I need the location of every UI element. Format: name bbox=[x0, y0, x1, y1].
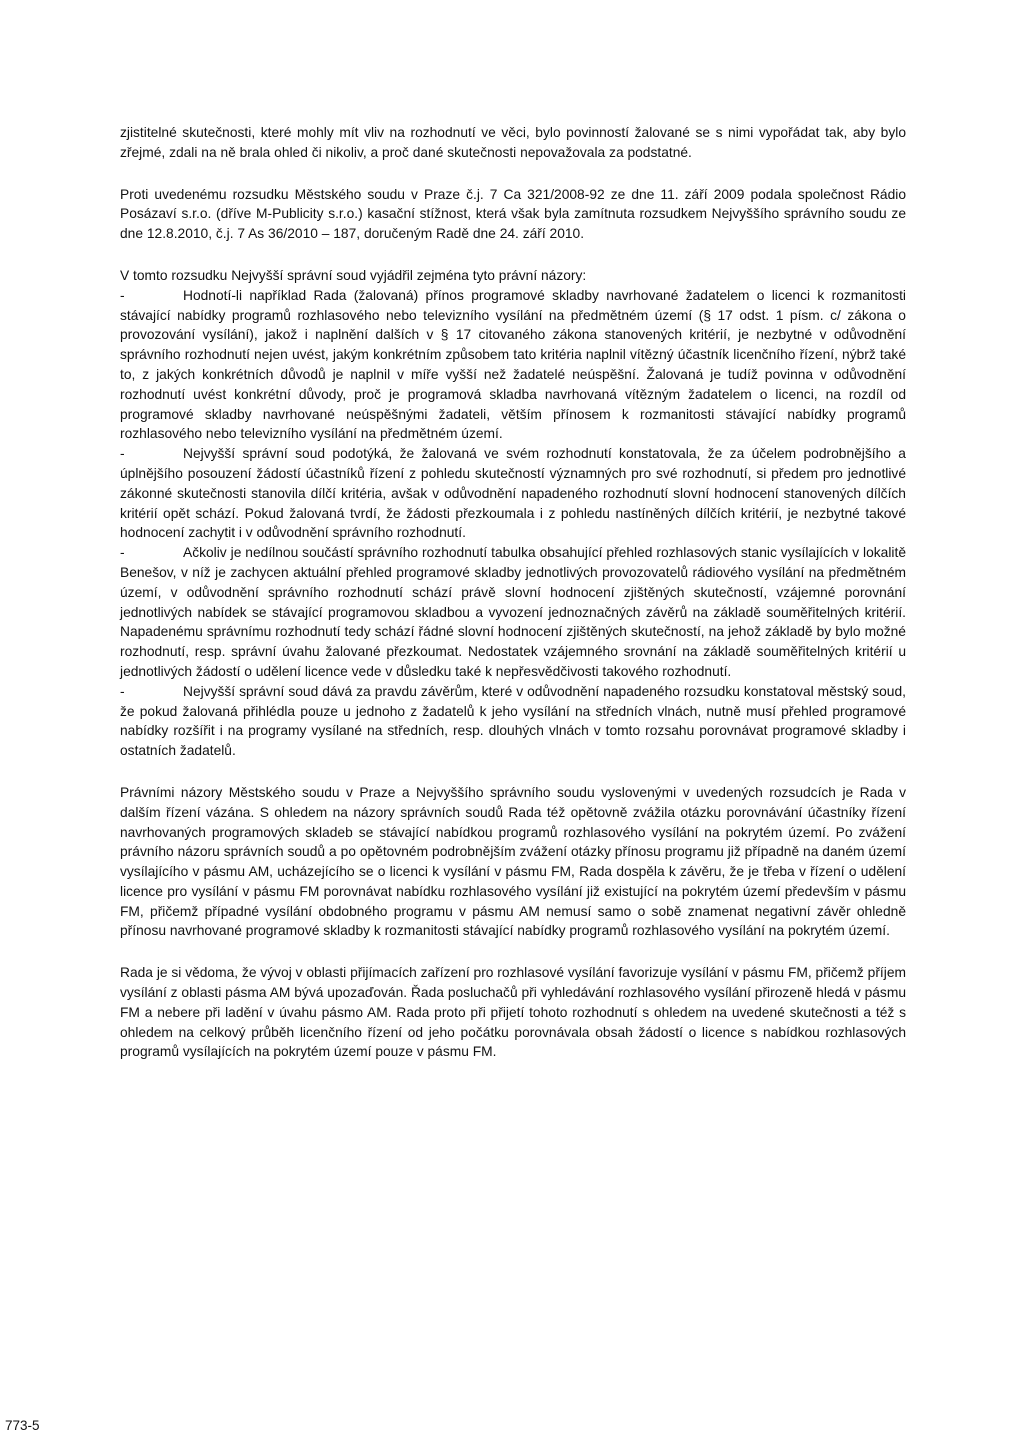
bullet-item bbox=[120, 543, 906, 682]
page-code: 773-5 bbox=[5, 1418, 40, 1433]
bullet-dash: - bbox=[120, 287, 125, 303]
bullet-text: Nejvyšší správní soud dává za pravdu závěrům, které v odůvodnění napadeného rozsudku konstatoval městský soud, že pokud žalovaná přihlédla pouze u jednoho z žadatelů k jeho vysílání na středních vlnách, nutně musí přehled programové nabídky rozšířit i na programy vysílané na středních, resp. dlouhých vlnách v tomto rozsahu porovnávat programové skladby i ostatních žadatelů. bbox=[120, 683, 906, 759]
document-body bbox=[120, 123, 906, 1084]
bullet-text: Hodnotí-li například Rada (žalovaná) přínos programové skladby navrhované žadatelem o licenci k rozmanitosti stávající nabídky programů rozhlasového nebo televizního vysílání na předmětném území (§ 17 odst. 1 písm. c/ zákona o provozování vysílání), jakož i naplnění dalších v § 17 citovaného zákona stanovených kritérií, je nezbytné v odůvodnění správního rozhodnutí nejen uvést, jakým konkrétním způsobem tato kritéria naplnil vítězný účastník licenčního řízení, nýbrž také to, z jakých konkrétních důvodů je naplnil v míře vyšší než žadatelé neúspěšní. Žalovaná je tudíž povinna v odůvodnění rozhodnutí uvést konkrétní důvody, proč je programová skladba navrhovaná vítězným žadatelem o licenci, na rozdíl od programové skladby navrhované neúspěšnými žadateli, větším přínosem k rozmanitosti stávající nabídky programů rozhlasového nebo televizního vysílání na předmětném území. bbox=[120, 287, 906, 442]
bullet-dash: - bbox=[120, 683, 125, 699]
bullet-item bbox=[120, 682, 906, 761]
bullet-dash: - bbox=[120, 545, 125, 561]
bullet-item bbox=[120, 286, 906, 444]
paragraph-4: Právními názory Městského soudu v Praze a Nejvyššího správního soudu vyslovenými v uvedených rozsudcích je Rada v dalším řízení vázána. S ohledem na názory správních soudů Rada též opětovně zvážila otázku porovnávání účastníky řízení navrhovaných programových skladeb se stávající nabídkou programů rozhlasového vysílání na pokrytém území. Po zvážení právního názoru správních soudů a po opětovném podrobnějším zvážení otázky přínosu programu již případně na daném území vysílajícího v pásmu AM, ucházejícího se o licenci k vysílání v pásmu FM, Rada dospěla k závěru, že je třeba v řízení o udělení licence pro vysílání v pásmu FM porovnávat nabídku rozhlasového vysílání již existující na pokrytém území především v pásmu FM, přičemž případné vysílání obdobného programu v pásmu AM nemusí samo o sobě znamenat negativní závěr ohledně přínosu navrhované programové skladby k rozmanitosti stávající nabídky programů rozhlasového vysílání na pokrytém území. bbox=[120, 784, 906, 939]
bullet-dash: - bbox=[120, 446, 125, 462]
section-intro: V tomto rozsudku Nejvyšší správní soud vyjádřil zejména tyto právní názory: bbox=[120, 267, 587, 283]
bullet-item bbox=[120, 444, 906, 543]
bullet-text: Ačkoliv je nedílnou součástí správního rozhodnutí tabulka obsahující přehled rozhlasových stanic vysílajících v lokalitě Benešov, v níž je zachycen aktuální přehled programové skladby jednotlivých provozovatelů rádiového vysílání na předmětném území, v odůvodnění správního rozhodnutí schází právě slovní hodnocení zjištěných skutečností, vzájemné porovnání jednotlivých nabídek se stávající programovou skladbou a vyvození jednoznačných závěrů na základě souměřitelných kritérií. Napadenému správnímu rozhodnutí tedy schází řádné slovní hodnocení zjištěných skutečností, na jehož základě by bylo možné rozhodnutí, resp. správní úvahu žalované přezkoumat. Nedostatek vzájemného srovnání na základě souměřitelných kritérií u jednotlivých žádostí o udělení licence vede v důsledku také k nepřesvědčivosti takového rozhodnutí. bbox=[120, 545, 906, 679]
paragraph-2: Proti uvedenému rozsudku Městského soudu v Praze č.j. 7 Ca 321/2008-92 ze dne 11. září 2009 podala společnost Rádio Posázaví s.r.o. (dříve M-Publicity s.r.o.) kasační stížnost, která však byla zamítnuta rozsudkem Nejvyššího správního soudu ze dne 12.8.2010, č.j. 7 As 36/2010 – 187, doručeným Radě dne 24. září 2010. bbox=[120, 186, 906, 242]
paragraph-1: zjistitelné skutečnosti, které mohly mít vliv na rozhodnutí ve věci, bylo povinností žalované se s nimi vypořádat tak, aby bylo zřejmé, zdali na ně brala ohled či nikoliv, a proč dané skutečnosti nepovažovala za podstatné. bbox=[120, 125, 906, 160]
legal-opinions-section bbox=[120, 266, 906, 761]
bullet-text: Nejvyšší správní soud podotýká, že žalovaná ve svém rozhodnutí konstatovala, že za účelem podrobnějšího a úplnějšího posouzení žádostí účastníků řízení z pohledu skutečností významných pro své rozhodnutí, si předem pro jednotlivé zákonné skutečnosti stanovila dílčí kritéria, avšak v odůvodnění napadeného rozhodnutí slovní hodnocení stanovených dílčích kritérií opět schází. Pokud žalovaná tvrdí, že žádosti přezkoumala i z pohledu nastíněných dílčích kritérií, je nezbytné takové hodnocení zachytit i v odůvodnění správního rozhodnutí. bbox=[120, 446, 906, 541]
paragraph-5: Rada je si vědoma, že vývoj v oblasti přijímacích zařízení pro rozhlasové vysílání favorizuje vysílání v pásmu FM, přičemž příjem vysílání z oblasti pásma AM bývá upozaďován. Řada posluchačů při vyhledávání rozhlasového vysílání přirozeně hledá v pásmu FM a nebere při ladění v úvahu pásmo AM. Rada proto při přijetí tohoto rozhodnutí s ohledem na uvedené skutečnosti a též s ohledem na celkový průběh licenčního řízení od jeho počátku porovnávala obsah žádostí o licence s nabídkou rozhlasových programů vysílajících na pokrytém území pouze v pásmu FM. bbox=[120, 965, 906, 1060]
